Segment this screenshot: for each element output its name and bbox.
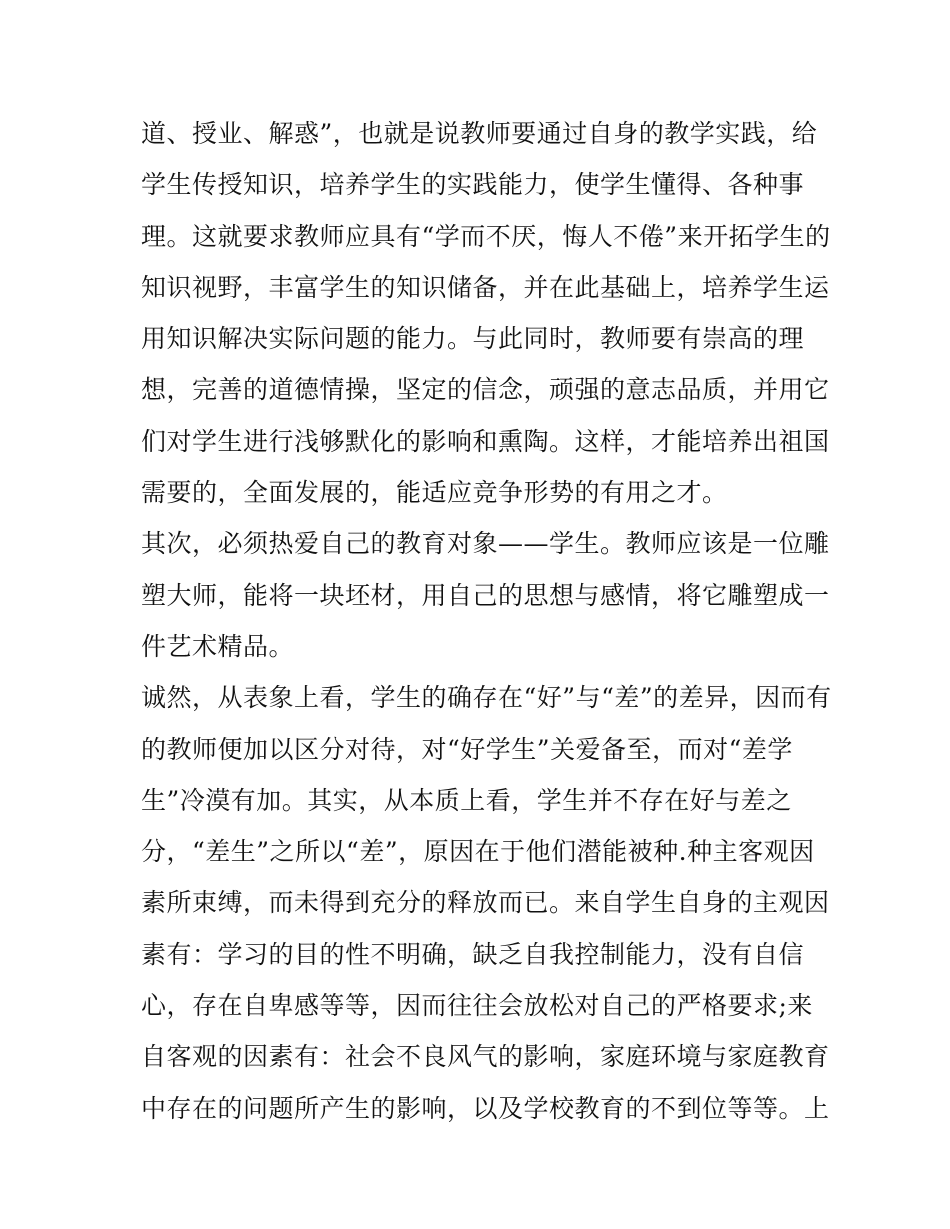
text-line: 们对学生进行浅够默化的影响和熏陶。这样，才能培养出祖国 (141, 426, 830, 456)
text-line: 需要的，全面发展的，能适应竞争形势的有用之才。 (141, 478, 728, 508)
text-line: 素所束缚，而未得到充分的释放而已。来自学生自身的主观因 (141, 888, 830, 918)
text-line: 塑大师，能将一块坯材，用自己的思想与感情，将它雕塑成一 (141, 580, 830, 610)
text-line: 知识视野，丰富学生的知识储备，并在此基础上，培养学生运 (141, 272, 830, 302)
text-line: 自客观的因素有：社会不良风气的影响，家庭环境与家庭教育 (141, 1042, 830, 1072)
text-line: 想，完善的道德情操，坚定的信念，顽强的意志品质，并用它 (141, 375, 830, 405)
text-line: 用知识解决实际问题的能力。与此同时，教师要有崇高的理 (141, 324, 805, 354)
text-line: 其次，必须热爱自己的教育对象——学生。教师应该是一位雕 (141, 529, 830, 559)
text-line: 诚然，从表象上看，学生的确存在“好”与“差”的差异，因而有 (141, 683, 832, 713)
text-line: 生”冷漠有加。其实，从本质上看，学生并不存在好与差之 (141, 785, 792, 815)
text-line: 理。这就要求教师应具有“学而不厌，悔人不倦”来开拓学生的 (141, 221, 831, 251)
text-line: 学生传授知识，培养学生的实践能力，使学生懂得、各种事 (141, 170, 805, 200)
text-line: 素有：学习的目的性不明确，缺乏自我控制能力，没有自信 (141, 939, 805, 969)
text-line: 道、授业、解惑”，也就是说教师要通过自身的教学实践，给 (141, 119, 818, 148)
text-line: 心，存在自卑感等等，因而往往会放松对自己的严格要求;来 (141, 991, 813, 1021)
text-line: 分，“差生”之所以“差”，原因在于他们潜能被种.种主客观因 (141, 837, 815, 867)
text-line: 中存在的问题所产生的影响，以及学校教育的不到位等等。上 (141, 1093, 830, 1123)
body-text (141, 108, 832, 1134)
text-line: 件艺术精品。 (141, 631, 295, 661)
text-line: 的教师便加以区分对待，对“好学生”关爱备至，而对“差学 (141, 734, 793, 764)
